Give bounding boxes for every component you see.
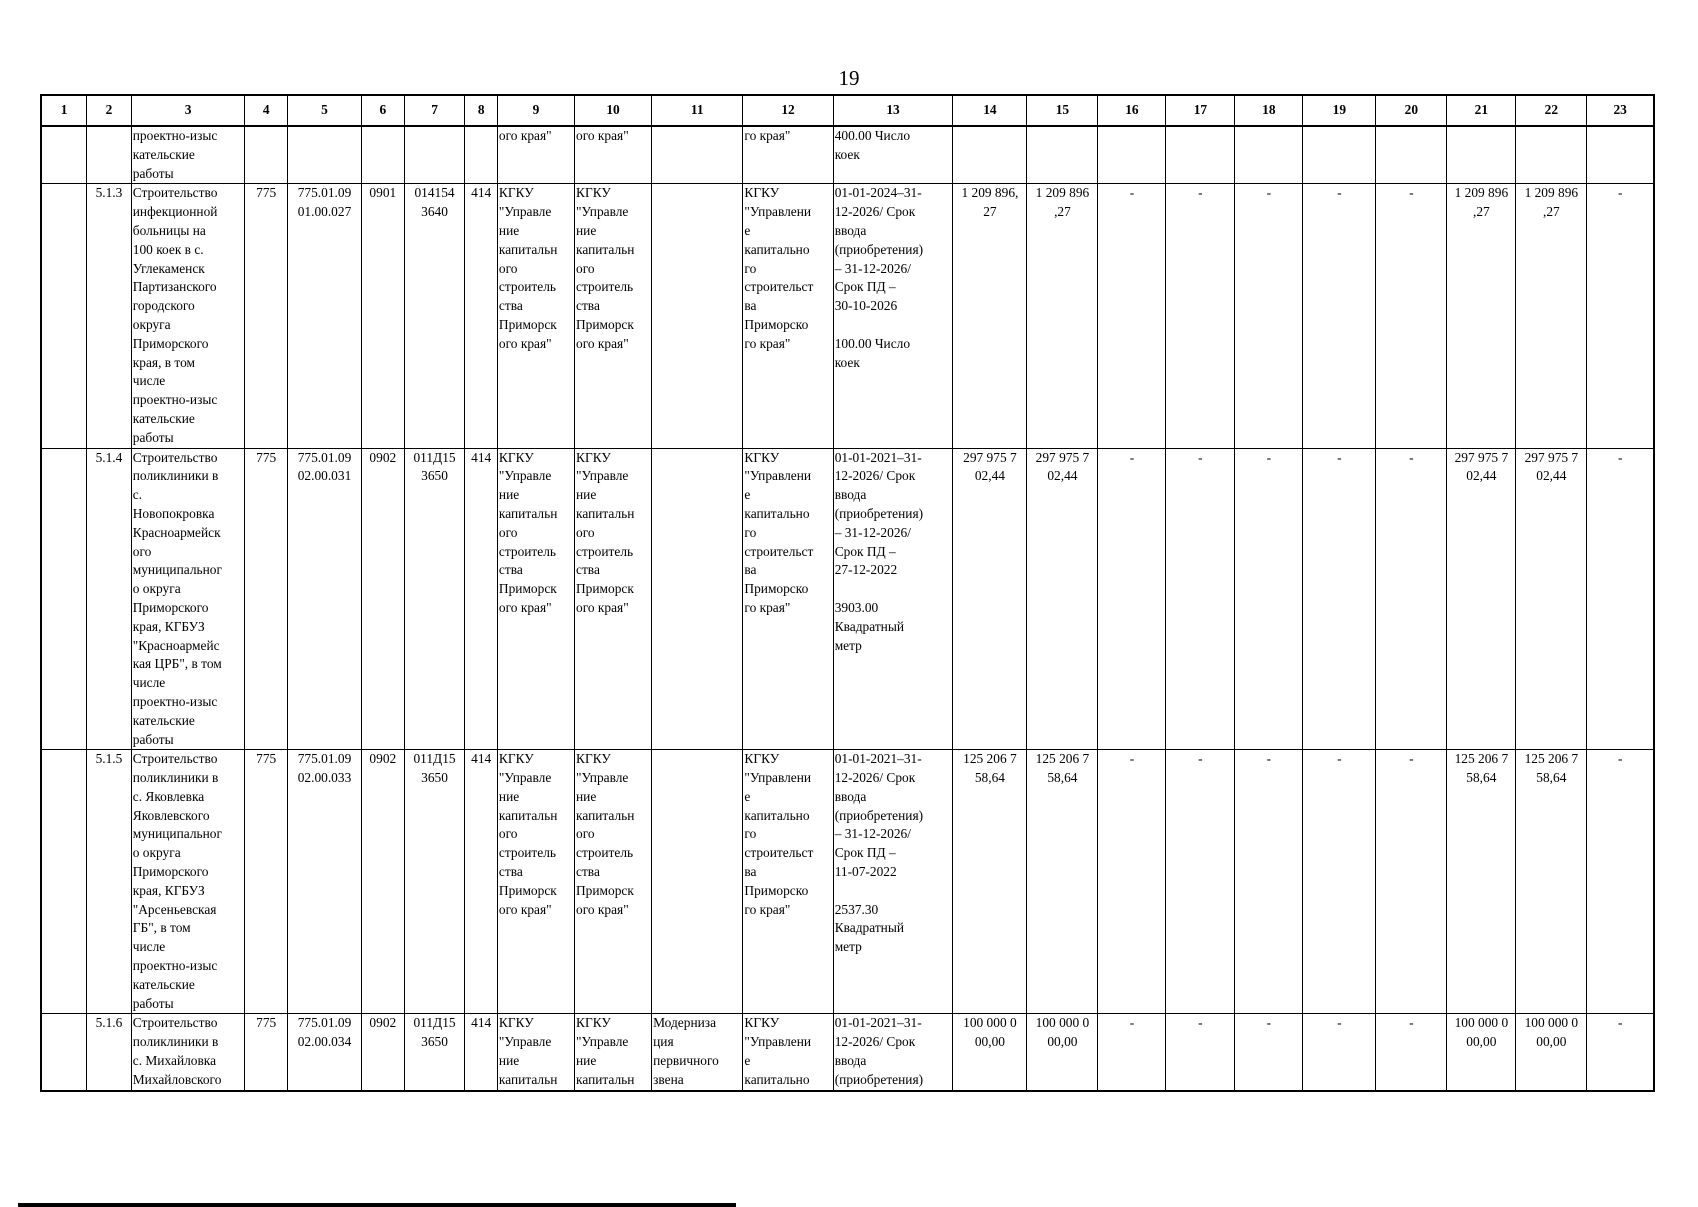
table-cell-col-9: КГКУ "Управле ние капитальн bbox=[497, 1014, 574, 1091]
table-cell-col-8 bbox=[465, 126, 497, 184]
table-cell-col-17: - bbox=[1166, 1014, 1235, 1091]
table-cell-col-4: 775 bbox=[245, 448, 288, 750]
column-header-16: 16 bbox=[1098, 95, 1166, 126]
column-header-6: 6 bbox=[362, 95, 405, 126]
table-cell-col-18: - bbox=[1235, 184, 1303, 448]
table-cell-col-14: 125 206 7 58,64 bbox=[953, 750, 1027, 1014]
table-cell-col-3: Строительство поликлиники в с. Новопокровка Красноармейск ого муниципальног о округа Приморского края, КГБУЗ "Красноармейс кая ЦРБ", в том числе проектно-изыс кательские работы bbox=[131, 448, 245, 750]
table-cell-col-1 bbox=[41, 184, 87, 448]
table-cell-col-16: - bbox=[1098, 184, 1166, 448]
table-row bbox=[41, 448, 1654, 750]
table-cell-col-2 bbox=[87, 126, 132, 184]
table-cell-col-14 bbox=[953, 126, 1027, 184]
table-cell-col-11 bbox=[652, 448, 743, 750]
table-cell-col-11 bbox=[652, 184, 743, 448]
table-cell-col-9: КГКУ "Управле ние капитальн ого строитель ства Приморск ого края" bbox=[497, 184, 574, 448]
table-cell-col-22: 1 209 896 ,27 bbox=[1516, 184, 1587, 448]
column-header-7: 7 bbox=[404, 95, 465, 126]
column-header-13: 13 bbox=[833, 95, 953, 126]
column-header-17: 17 bbox=[1166, 95, 1235, 126]
table-cell-col-18: - bbox=[1235, 448, 1303, 750]
table-cell-col-5: 775.01.09 02.00.031 bbox=[287, 448, 361, 750]
table-cell-col-22: 100 000 0 00,00 bbox=[1516, 1014, 1587, 1091]
table-cell-col-7: 011Д15 3650 bbox=[404, 750, 465, 1014]
table-cell-col-8: 414 bbox=[465, 1014, 497, 1091]
table-cell-col-16: - bbox=[1098, 750, 1166, 1014]
table-cell-col-11 bbox=[652, 126, 743, 184]
table-cell-col-16 bbox=[1098, 126, 1166, 184]
table-cell-col-19: - bbox=[1303, 750, 1376, 1014]
table-cell-col-13: 01-01-2021–31- 12-2026/ Срок ввода (приобретения) – 31-12-2026/ Срок ПД – 27-12-2022 3903.00 Квадратный метр bbox=[833, 448, 953, 750]
table-cell-col-19: - bbox=[1303, 184, 1376, 448]
table-cell-col-11 bbox=[652, 750, 743, 1014]
table-cell-col-13: 400.00 Число коек bbox=[833, 126, 953, 184]
table-cell-col-21: 125 206 7 58,64 bbox=[1447, 750, 1516, 1014]
table-cell-col-13: 01-01-2021–31- 12-2026/ Срок ввода (приобретения) bbox=[833, 1014, 953, 1091]
table-row bbox=[41, 750, 1654, 1014]
table-row bbox=[41, 184, 1654, 448]
table-cell-col-23: - bbox=[1587, 448, 1654, 750]
budget-table bbox=[40, 94, 1655, 1092]
table-cell-col-12: КГКУ "Управлени е капитально го строительст ва Приморско го края" bbox=[743, 750, 833, 1014]
table-cell-col-2: 5.1.5 bbox=[87, 750, 132, 1014]
table-cell-col-1 bbox=[41, 126, 87, 184]
table-cell-col-3: Строительство инфекционной больницы на 100 коек в с. Углекаменск Партизанского городского округа Приморского края, в том числе проектно-изыс кательские работы bbox=[131, 184, 245, 448]
table-cell-col-13: 01-01-2021–31- 12-2026/ Срок ввода (приобретения) – 31-12-2026/ Срок ПД – 11-07-2022 2537.30 Квадратный метр bbox=[833, 750, 953, 1014]
table-cell-col-4: 775 bbox=[245, 750, 288, 1014]
table-cell-col-4 bbox=[245, 126, 288, 184]
table-cell-col-9: ого края" bbox=[497, 126, 574, 184]
table-cell-col-5: 775.01.09 02.00.034 bbox=[287, 1014, 361, 1091]
table-cell-col-23: - bbox=[1587, 184, 1654, 448]
table-cell-col-16: - bbox=[1098, 448, 1166, 750]
column-header-14: 14 bbox=[953, 95, 1027, 126]
table-cell-col-8: 414 bbox=[465, 184, 497, 448]
column-header-15: 15 bbox=[1027, 95, 1098, 126]
table-cell-col-18 bbox=[1235, 126, 1303, 184]
table-cell-col-5 bbox=[287, 126, 361, 184]
table-cell-col-19: - bbox=[1303, 1014, 1376, 1091]
table-cell-col-15: 1 209 896 ,27 bbox=[1027, 184, 1098, 448]
column-header-11: 11 bbox=[652, 95, 743, 126]
table-cell-col-3: проектно-изыс кательские работы bbox=[131, 126, 245, 184]
table-cell-col-15: 125 206 7 58,64 bbox=[1027, 750, 1098, 1014]
column-header-1: 1 bbox=[41, 95, 87, 126]
page-number: 19 bbox=[838, 66, 860, 90]
table-cell-col-6: 0902 bbox=[362, 448, 405, 750]
table-cell-col-10: КГКУ "Управле ние капитальн bbox=[575, 1014, 652, 1091]
table-cell-col-21: 100 000 0 00,00 bbox=[1447, 1014, 1516, 1091]
table-cell-col-15 bbox=[1027, 126, 1098, 184]
column-header-10: 10 bbox=[575, 95, 652, 126]
table-cell-col-11: Модерниза ция первичного звена bbox=[652, 1014, 743, 1091]
table-cell-col-3: Строительство поликлиники в с. Яковлевка Яковлевского муниципальног о округа Приморского края, КГБУЗ "Арсеньевская ГБ", в том числе проектно-изыс кательские работы bbox=[131, 750, 245, 1014]
table-cell-col-12: КГКУ "Управлени е капитально bbox=[743, 1014, 833, 1091]
table-cell-col-1 bbox=[41, 448, 87, 750]
table-cell-col-7: 011Д15 3650 bbox=[404, 448, 465, 750]
table-cell-col-21 bbox=[1447, 126, 1516, 184]
table-cell-col-8: 414 bbox=[465, 448, 497, 750]
table-cell-col-19 bbox=[1303, 126, 1376, 184]
table-cell-col-13: 01-01-2024–31- 12-2026/ Срок ввода (приобретения) – 31-12-2026/ Срок ПД – 30-10-2026 100.00 Число коек bbox=[833, 184, 953, 448]
table-cell-col-6: 0901 bbox=[362, 184, 405, 448]
table-cell-col-20: - bbox=[1376, 1014, 1447, 1091]
table-cell-col-16: - bbox=[1098, 1014, 1166, 1091]
table-cell-col-19: - bbox=[1303, 448, 1376, 750]
table-cell-col-10: КГКУ "Управле ние капитальн ого строитель ства Приморск ого края" bbox=[575, 750, 652, 1014]
table-cell-col-9: КГКУ "Управле ние капитальн ого строитель ства Приморск ого края" bbox=[497, 750, 574, 1014]
table-cell-col-8: 414 bbox=[465, 750, 497, 1014]
table-cell-col-7 bbox=[404, 126, 465, 184]
table-cell-col-20 bbox=[1376, 126, 1447, 184]
table-cell-col-1 bbox=[41, 750, 87, 1014]
table-cell-col-18: - bbox=[1235, 750, 1303, 1014]
table-cell-col-17: - bbox=[1166, 448, 1235, 750]
table-cell-col-5: 775.01.09 01.00.027 bbox=[287, 184, 361, 448]
table-body bbox=[41, 126, 1654, 1091]
table-cell-col-4: 775 bbox=[245, 184, 288, 448]
table-cell-col-22: 125 206 7 58,64 bbox=[1516, 750, 1587, 1014]
table-cell-col-23 bbox=[1587, 126, 1654, 184]
column-header-19: 19 bbox=[1303, 95, 1376, 126]
table-cell-col-17: - bbox=[1166, 750, 1235, 1014]
table-cell-col-17: - bbox=[1166, 184, 1235, 448]
column-header-4: 4 bbox=[245, 95, 288, 126]
column-header-3: 3 bbox=[131, 95, 245, 126]
table-cell-col-7: 011Д15 3650 bbox=[404, 1014, 465, 1091]
table-cell-col-2: 5.1.3 bbox=[87, 184, 132, 448]
column-header-9: 9 bbox=[497, 95, 574, 126]
table-cell-col-6: 0902 bbox=[362, 750, 405, 1014]
table-cell-col-9: КГКУ "Управле ние капитальн ого строитель ства Приморск ого края" bbox=[497, 448, 574, 750]
table-cell-col-20: - bbox=[1376, 184, 1447, 448]
table-cell-col-10: КГКУ "Управле ние капитальн ого строитель ства Приморск ого края" bbox=[575, 184, 652, 448]
table-cell-col-7: 014154 3640 bbox=[404, 184, 465, 448]
table-cell-col-23: - bbox=[1587, 750, 1654, 1014]
table-cell-col-15: 297 975 7 02,44 bbox=[1027, 448, 1098, 750]
column-header-23: 23 bbox=[1587, 95, 1654, 126]
table-row bbox=[41, 1014, 1654, 1091]
table-row bbox=[41, 126, 1654, 184]
table-cell-col-5: 775.01.09 02.00.033 bbox=[287, 750, 361, 1014]
table-cell-col-23: - bbox=[1587, 1014, 1654, 1091]
table-cell-col-12: го края" bbox=[743, 126, 833, 184]
table-cell-col-22 bbox=[1516, 126, 1587, 184]
table-cell-col-2: 5.1.6 bbox=[87, 1014, 132, 1091]
column-header-20: 20 bbox=[1376, 95, 1447, 126]
table-cell-col-2: 5.1.4 bbox=[87, 448, 132, 750]
table-cell-col-10: КГКУ "Управле ние капитальн ого строитель ства Приморск ого края" bbox=[575, 448, 652, 750]
column-header-12: 12 bbox=[743, 95, 833, 126]
table-cell-col-4: 775 bbox=[245, 1014, 288, 1091]
table-cell-col-6: 0902 bbox=[362, 1014, 405, 1091]
table-cell-col-21: 1 209 896 ,27 bbox=[1447, 184, 1516, 448]
column-header-2: 2 bbox=[87, 95, 132, 126]
header-row bbox=[41, 95, 1654, 126]
table-cell-col-10: ого края" bbox=[575, 126, 652, 184]
table-cell-col-17 bbox=[1166, 126, 1235, 184]
table-cell-col-6 bbox=[362, 126, 405, 184]
table-cell-col-21: 297 975 7 02,44 bbox=[1447, 448, 1516, 750]
table-cell-col-14: 1 209 896, 27 bbox=[953, 184, 1027, 448]
table-cell-col-3: Строительство поликлиники в с. Михайловка Михайловского bbox=[131, 1014, 245, 1091]
table-cell-col-20: - bbox=[1376, 750, 1447, 1014]
table-cell-col-18: - bbox=[1235, 1014, 1303, 1091]
table-cell-col-14: 100 000 0 00,00 bbox=[953, 1014, 1027, 1091]
table-cell-col-15: 100 000 0 00,00 bbox=[1027, 1014, 1098, 1091]
table-cell-col-12: КГКУ "Управлени е капитально го строительст ва Приморско го края" bbox=[743, 184, 833, 448]
column-header-21: 21 bbox=[1447, 95, 1516, 126]
table-cell-col-14: 297 975 7 02,44 bbox=[953, 448, 1027, 750]
column-header-5: 5 bbox=[287, 95, 361, 126]
column-header-22: 22 bbox=[1516, 95, 1587, 126]
column-header-8: 8 bbox=[465, 95, 497, 126]
table-cell-col-12: КГКУ "Управлени е капитально го строительст ва Приморско го края" bbox=[743, 448, 833, 750]
table-cell-col-22: 297 975 7 02,44 bbox=[1516, 448, 1587, 750]
table-cell-col-1 bbox=[41, 1014, 87, 1091]
bottom-rule bbox=[18, 1203, 736, 1207]
column-header-18: 18 bbox=[1235, 95, 1303, 126]
table-cell-col-20: - bbox=[1376, 448, 1447, 750]
